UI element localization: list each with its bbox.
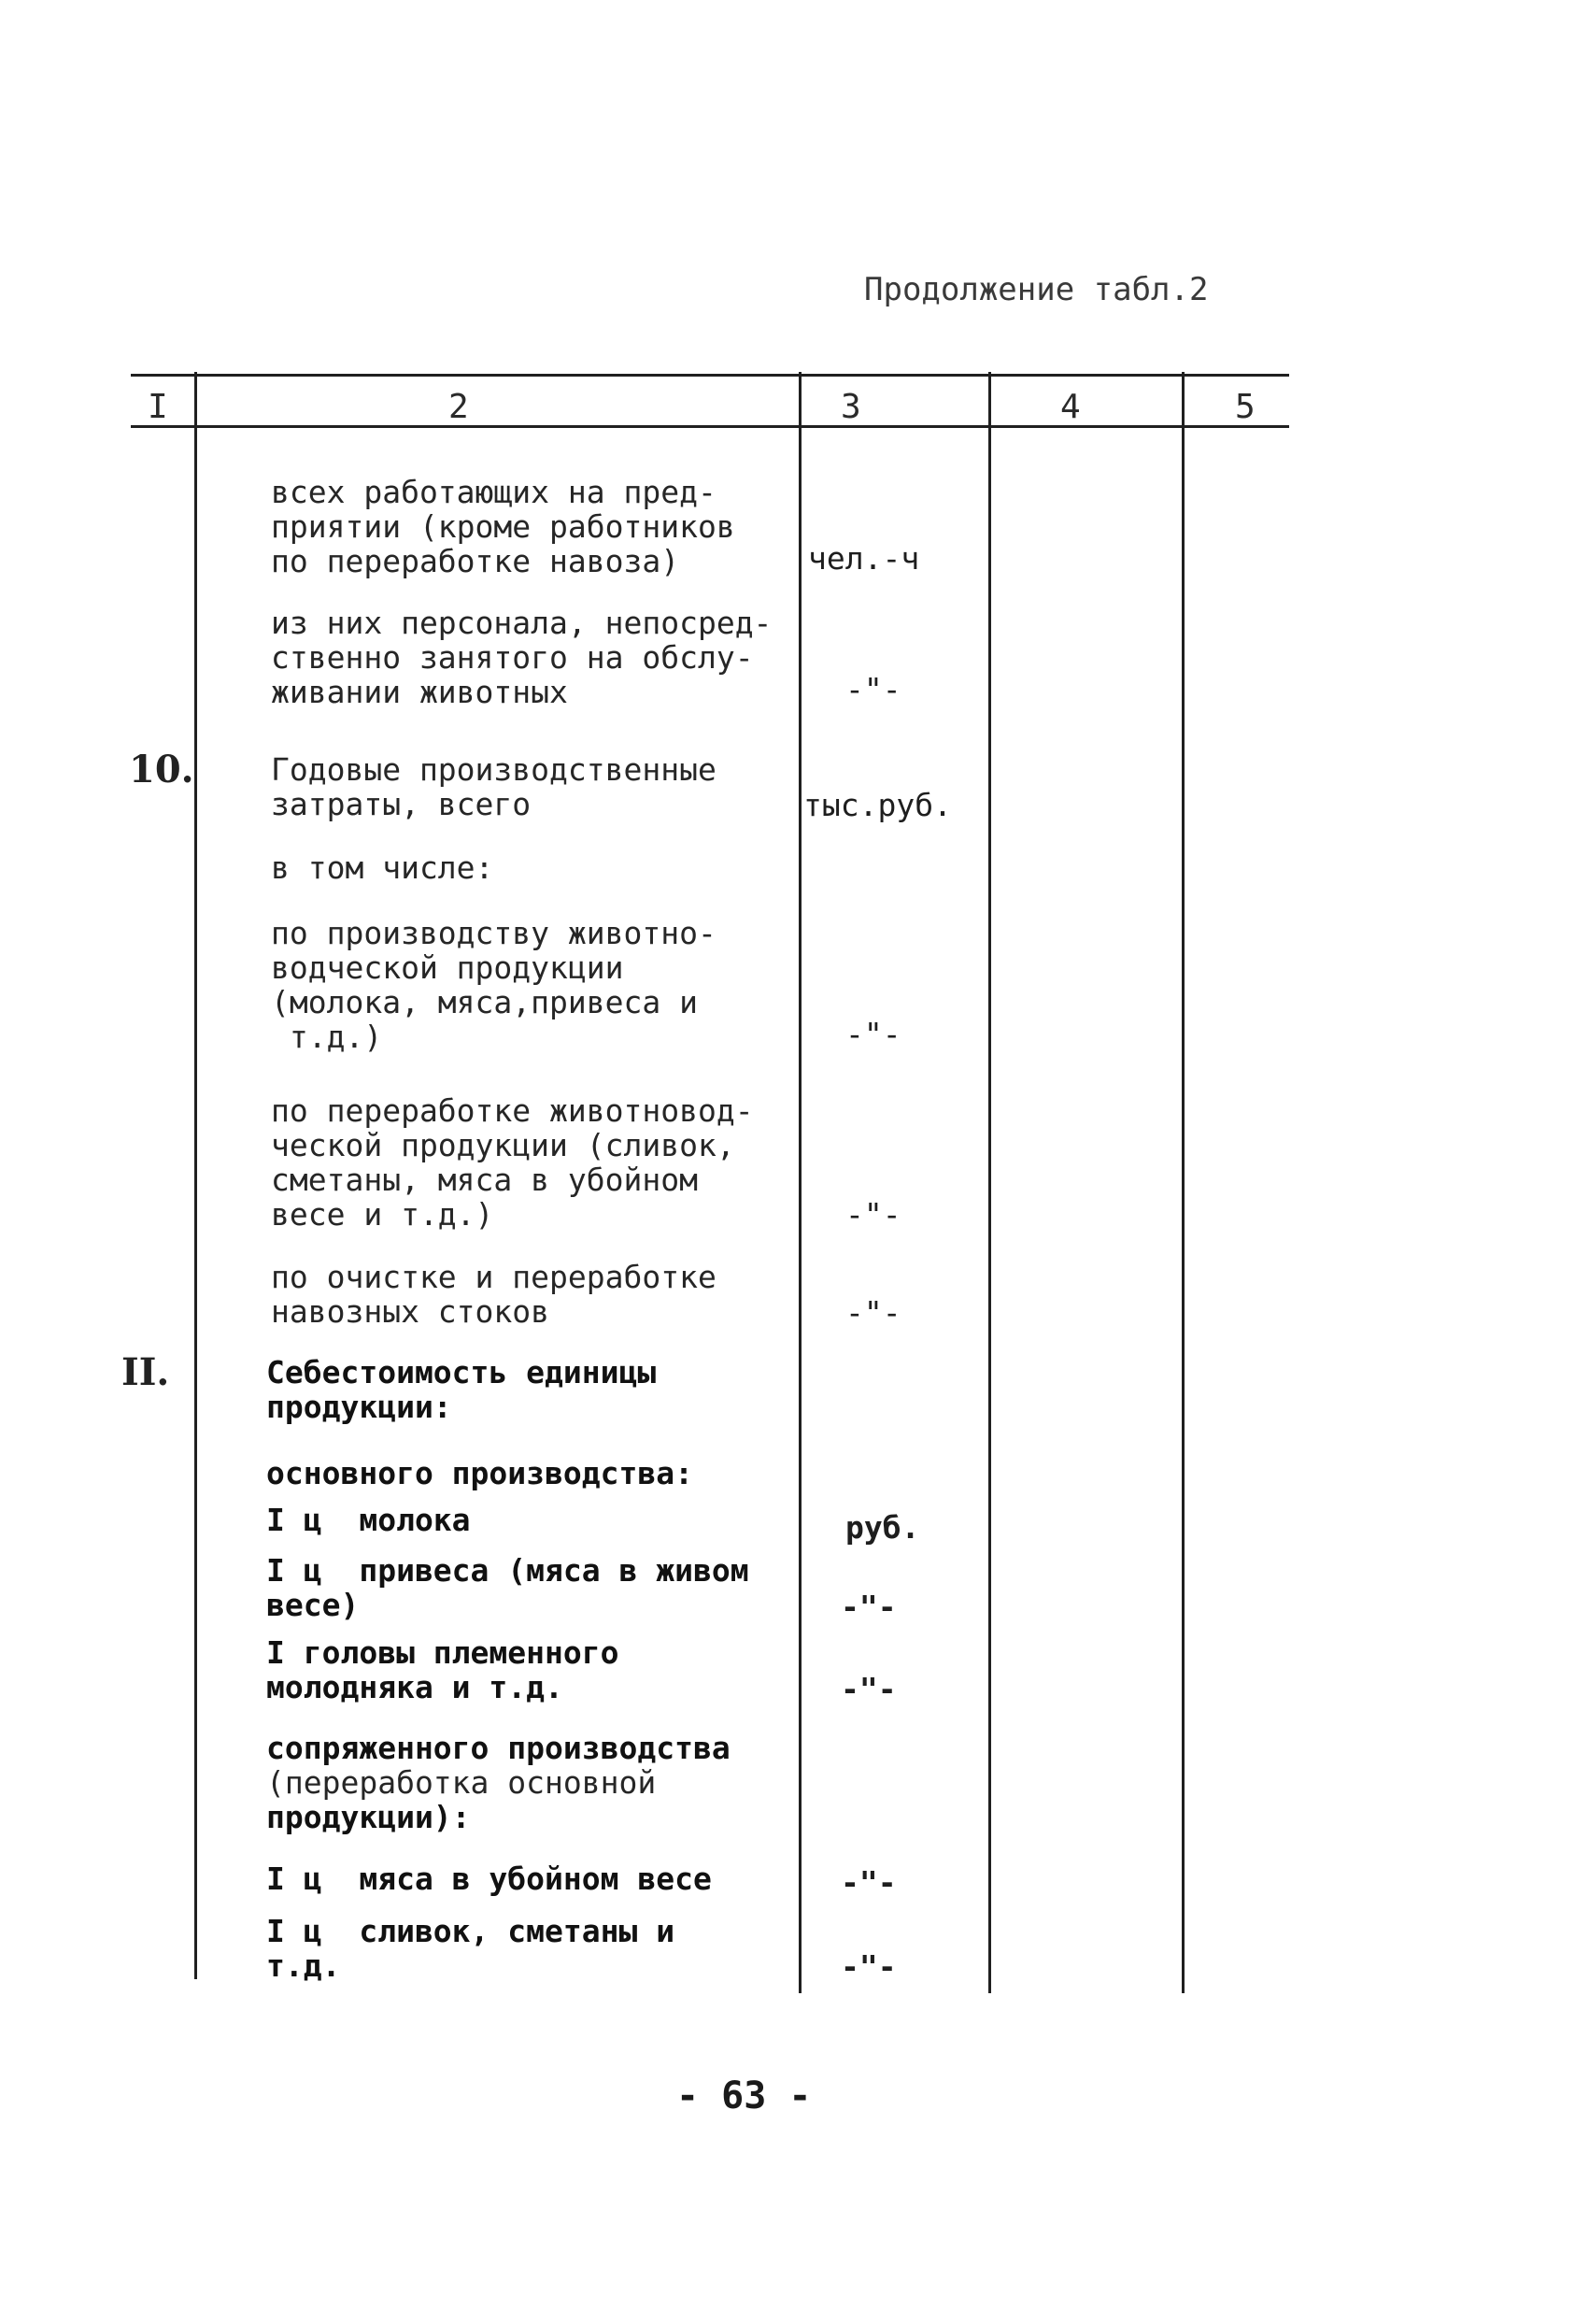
- entry-including: в том числе:: [271, 849, 494, 886]
- page-number: - 63 -: [676, 2074, 812, 2117]
- column-header-4: 4: [1060, 388, 1081, 426]
- unit-thousand-rubles: тыс.руб.: [803, 787, 952, 823]
- row-number-10: 10.: [129, 748, 194, 791]
- entry-conjugate-production: сопряженного производства: [266, 1730, 731, 1766]
- entry-main-production: основного производства:: [266, 1455, 693, 1491]
- table-top-rule: [131, 374, 1289, 377]
- column-divider-4: [1182, 372, 1185, 1993]
- unit-ditto-7: -"-: [841, 1864, 897, 1901]
- column-divider-2: [799, 372, 802, 1993]
- row-number-11: II.: [121, 1350, 170, 1394]
- entry-products: продукции):: [266, 1799, 471, 1835]
- entry-breeding-stock: I головы племенного молодняка и т.д.: [266, 1634, 619, 1705]
- entry-annual-costs: Годовые производственные затраты, всего: [271, 751, 717, 822]
- column-header-5: 5: [1235, 388, 1256, 426]
- column-header-3: 3: [841, 388, 861, 426]
- table-header-rule: [131, 425, 1289, 428]
- unit-ditto-8: -"-: [841, 1948, 897, 1985]
- entry-all-workers: всех работающих на пред- приятии (кроме работников по переработке навоза): [271, 474, 735, 579]
- unit-ditto-2: -"-: [845, 1016, 901, 1052]
- entry-cream: I ц сливок, сметаны и т.д.: [266, 1913, 675, 1984]
- unit-ditto-5: -"-: [841, 1589, 897, 1625]
- unit-ditto-6: -"-: [841, 1671, 897, 1707]
- column-divider-3: [988, 372, 991, 1993]
- unit-ditto-4: -"-: [845, 1294, 901, 1331]
- table-caption: Продолжение табл.2: [864, 271, 1209, 308]
- entry-manure-treatment: по очистке и переработке навозных стоков: [271, 1259, 717, 1330]
- unit-man-hours: чел.-ч: [808, 540, 920, 577]
- entry-weight-gain: I ц привеса (мяса в живом весе): [266, 1552, 749, 1623]
- entry-unit-cost: Себестоимость единицы продукции:: [266, 1354, 657, 1425]
- entry-slaughter-meat: I ц мяса в убойном весе: [266, 1861, 712, 1897]
- entry-livestock-production: по производству животно- водческой продукции (молока, мяса,привеса и т.д.): [271, 915, 717, 1055]
- column-header-1: I: [148, 388, 168, 426]
- column-divider-1: [194, 372, 197, 1979]
- column-header-2: 2: [448, 388, 469, 426]
- unit-ditto-3: -"-: [845, 1196, 901, 1233]
- entry-processing-note: (переработка основной: [266, 1764, 657, 1801]
- entry-livestock-staff: из них персонала, непосред- ственно занятого на обслу- живании животных: [271, 605, 773, 710]
- unit-ditto-1: -"-: [845, 671, 901, 707]
- entry-milk: I ц молока: [266, 1502, 471, 1538]
- entry-processing: по переработке животновод- ческой продукции (сливок, сметаны, мяса в убойном весе и т.д.): [271, 1092, 754, 1233]
- unit-rubles: руб.: [845, 1509, 920, 1546]
